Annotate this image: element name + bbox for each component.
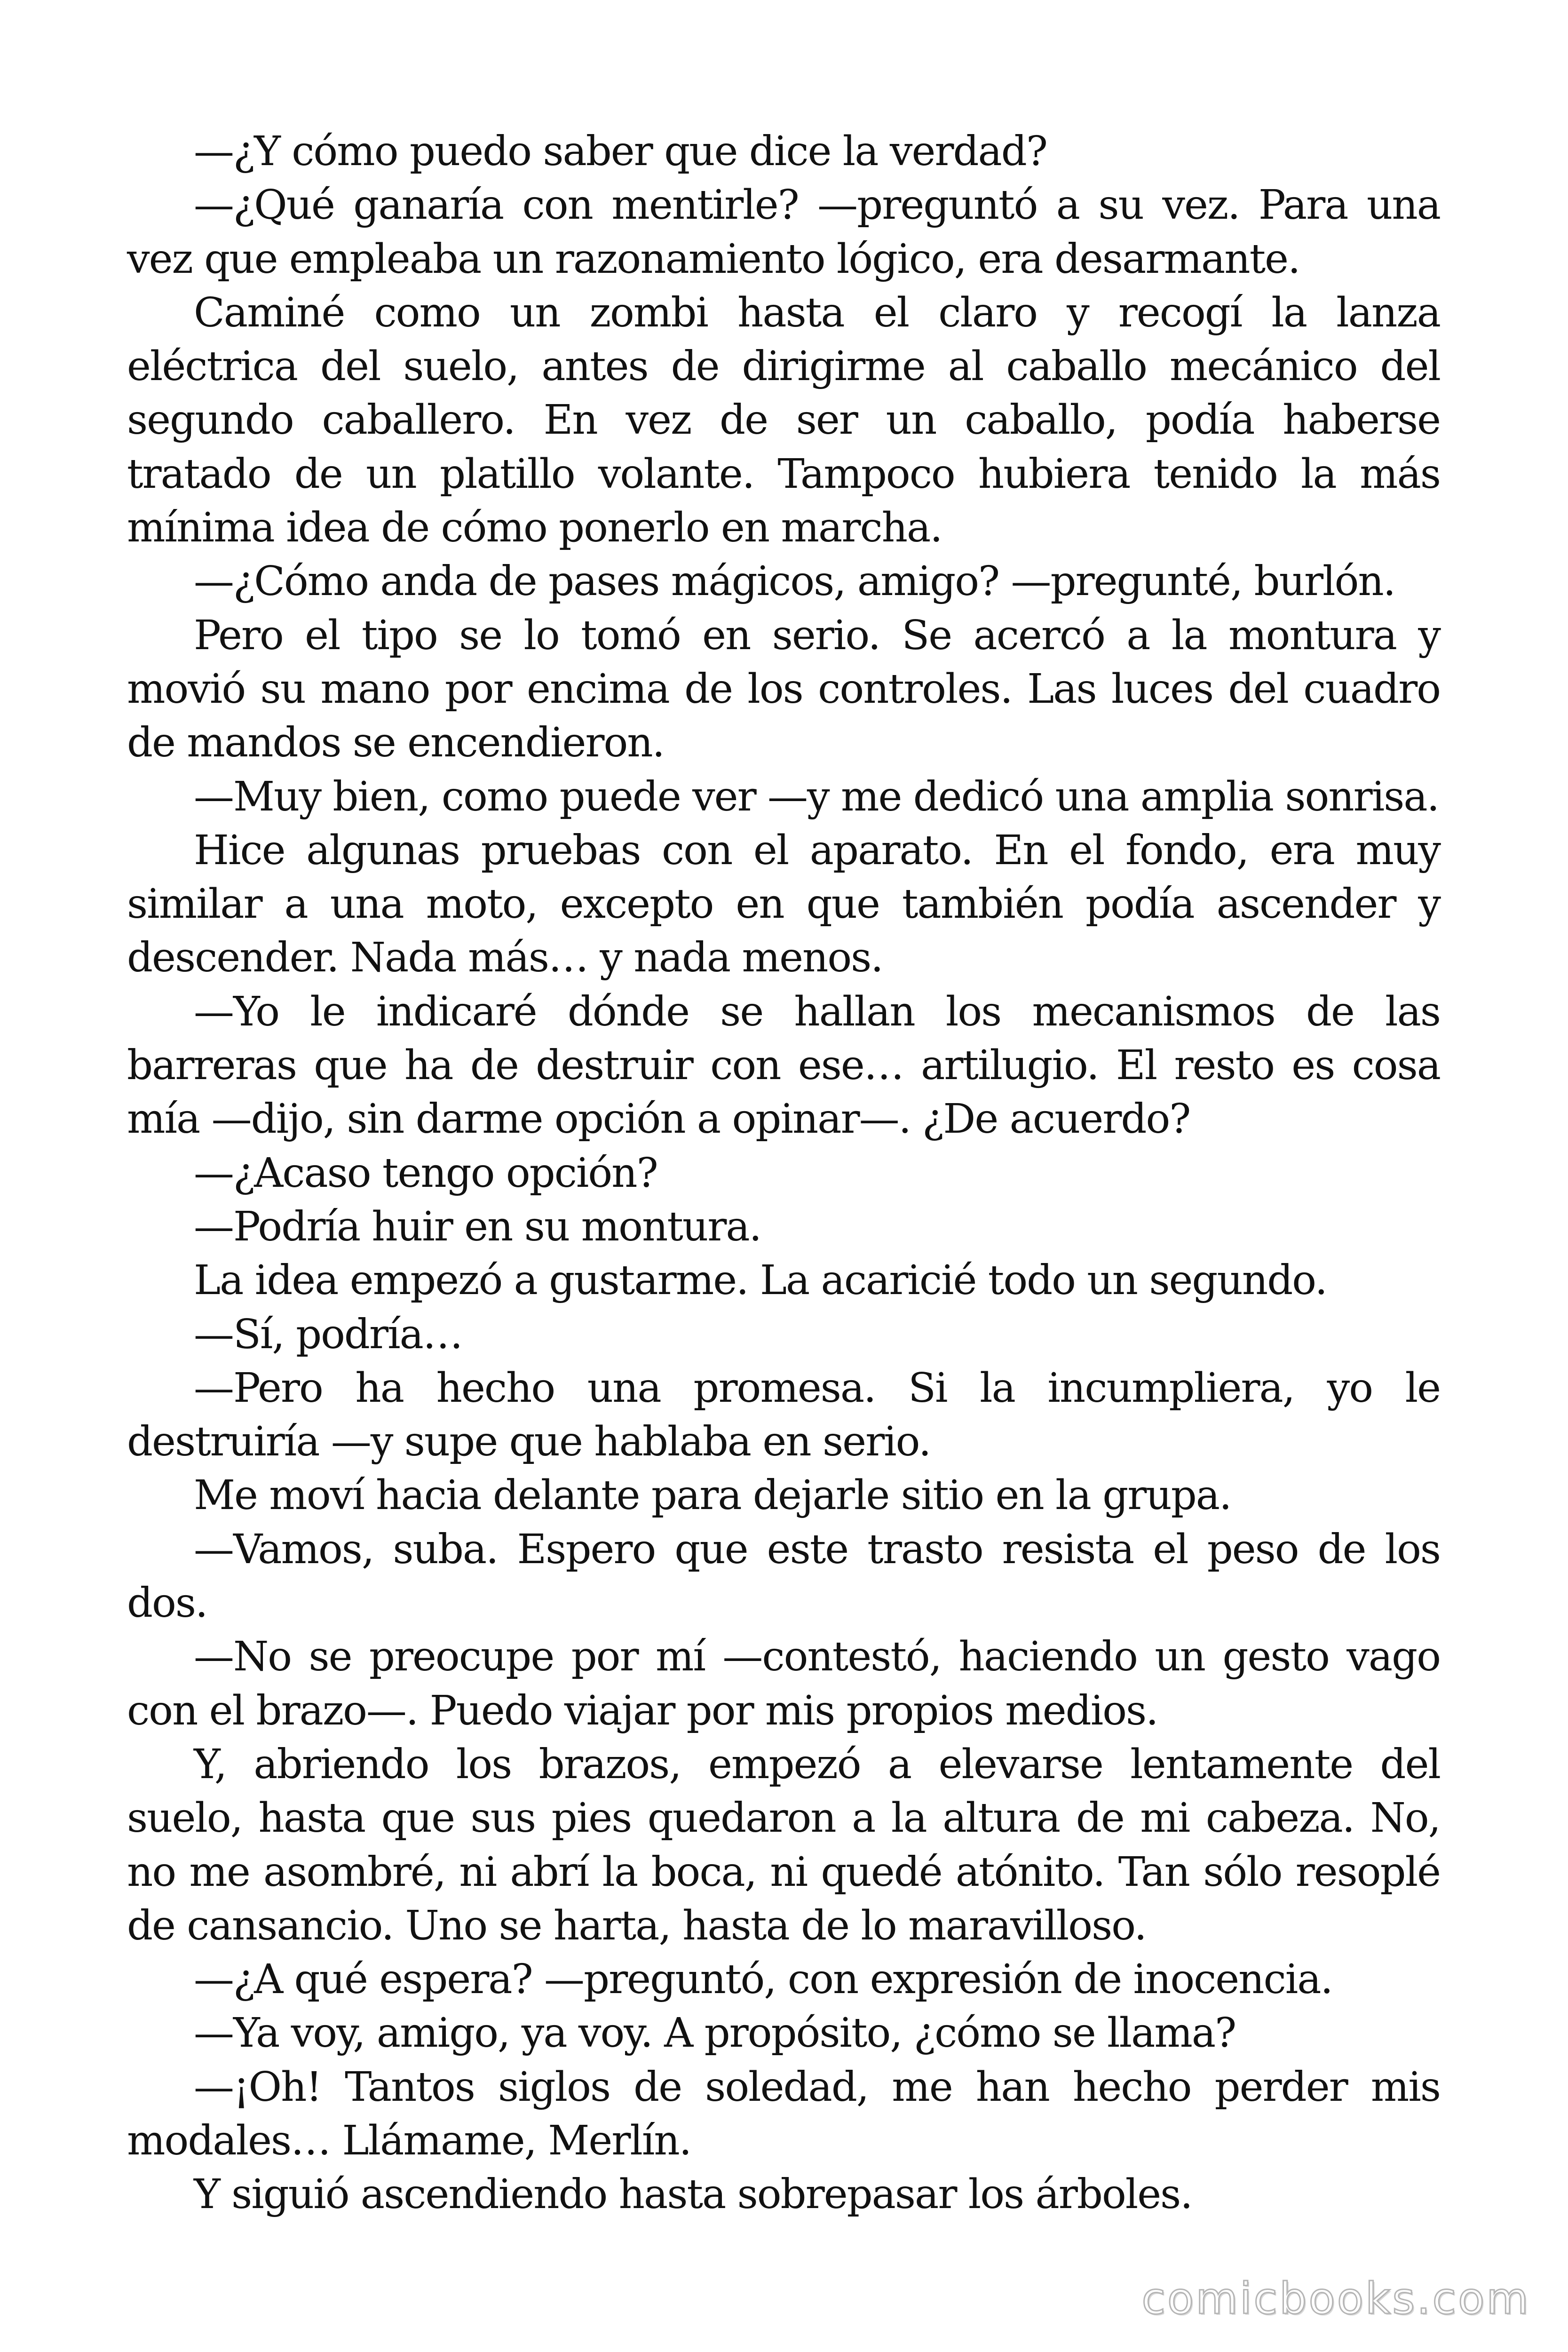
paragraph: Caminé como un zombi hasta el claro y recogí la lanza eléctrica del suelo, antes de dirigirme al caballo mecánico del segundo caballero. En vez de ser un caballo, podía haberse tratado de un platillo volante. Tampoco hubiera tenido la más mínima idea de cómo ponerlo en marcha. xyxy=(127,289,1440,552)
paragraph: Me moví hacia delante para dejarle sitio en la grupa. xyxy=(194,1472,1231,1519)
paragraph: Y, abriendo los brazos, empezó a elevarse lentamente del suelo, hasta que sus pies quedaron a la altura de mi cabeza. No, no me asombré, ni abrí la boca, ni quedé atónito. Tan sólo resoplé de cansancio. Uno se harta, hasta de lo maravilloso. xyxy=(127,1740,1440,1949)
paragraph: —Podría huir en su montura. xyxy=(194,1203,761,1250)
paragraph: La idea empezó a gustarme. La acaricié todo un segundo. xyxy=(194,1257,1327,1304)
paragraph: —Yo le indicaré dónde se hallan los mecanismos de las barreras que ha de destruir con ese… artilugio. El resto es cosa mía —dijo, sin darme opción a opinar—. ¿De acuerdo? xyxy=(127,988,1440,1143)
paragraph: —¡Oh! Tantos siglos de soledad, me han hecho perder mis modales… Llámame, Merlín. xyxy=(127,2063,1440,2164)
paragraph: Hice algunas pruebas con el aparato. En el fondo, era muy similar a una moto, excepto en que también podía ascender y descender. Nada más… y nada menos. xyxy=(127,826,1440,982)
paragraph: —¿Acaso tengo opción? xyxy=(194,1149,657,1197)
paragraph: —Vamos, suba. Espero que este trasto resista el peso de los dos. xyxy=(127,1526,1440,1627)
body-text xyxy=(127,125,1440,2222)
paragraph: —Pero ha hecho una promesa. Si la incumpliera, yo le destruiría —y supe que hablaba en serio. xyxy=(127,1364,1440,1466)
paragraph: —¿A qué espera? —preguntó, con expresión de inocencia. xyxy=(194,1956,1332,2003)
paragraph: —¿Y cómo puedo saber que dice la verdad? xyxy=(194,128,1047,175)
paragraph: —Sí, podría… xyxy=(194,1311,462,1358)
paragraph: Pero el tipo se lo tomó en serio. Se acercó a la montura y movió su mano por encima de los controles. Las luces del cuadro de mandos se encendieron. xyxy=(127,612,1440,767)
paragraph: —Muy bien, como puede ver —y me dedicó una amplia sonrisa. xyxy=(194,773,1439,820)
paragraph: Y siguió ascendiendo hasta sobrepasar los árboles. xyxy=(194,2171,1192,2218)
paragraph: —No se preocupe por mí —contestó, haciendo un gesto vago con el brazo—. Puedo viajar por mis propios medios. xyxy=(127,1633,1440,1734)
paragraph: —¿Qué ganaría con mentirle? —preguntó a su vez. Para una vez que empleaba un razonamiento lógico, era desarmante. xyxy=(127,182,1440,283)
paragraph: —Ya voy, amigo, ya voy. A propósito, ¿cómo se llama? xyxy=(194,2010,1236,2057)
watermark: comicbooks.com xyxy=(1141,2273,1530,2324)
paragraph: —¿Cómo anda de pases mágicos, amigo? —pregunté, burlón. xyxy=(194,558,1395,605)
